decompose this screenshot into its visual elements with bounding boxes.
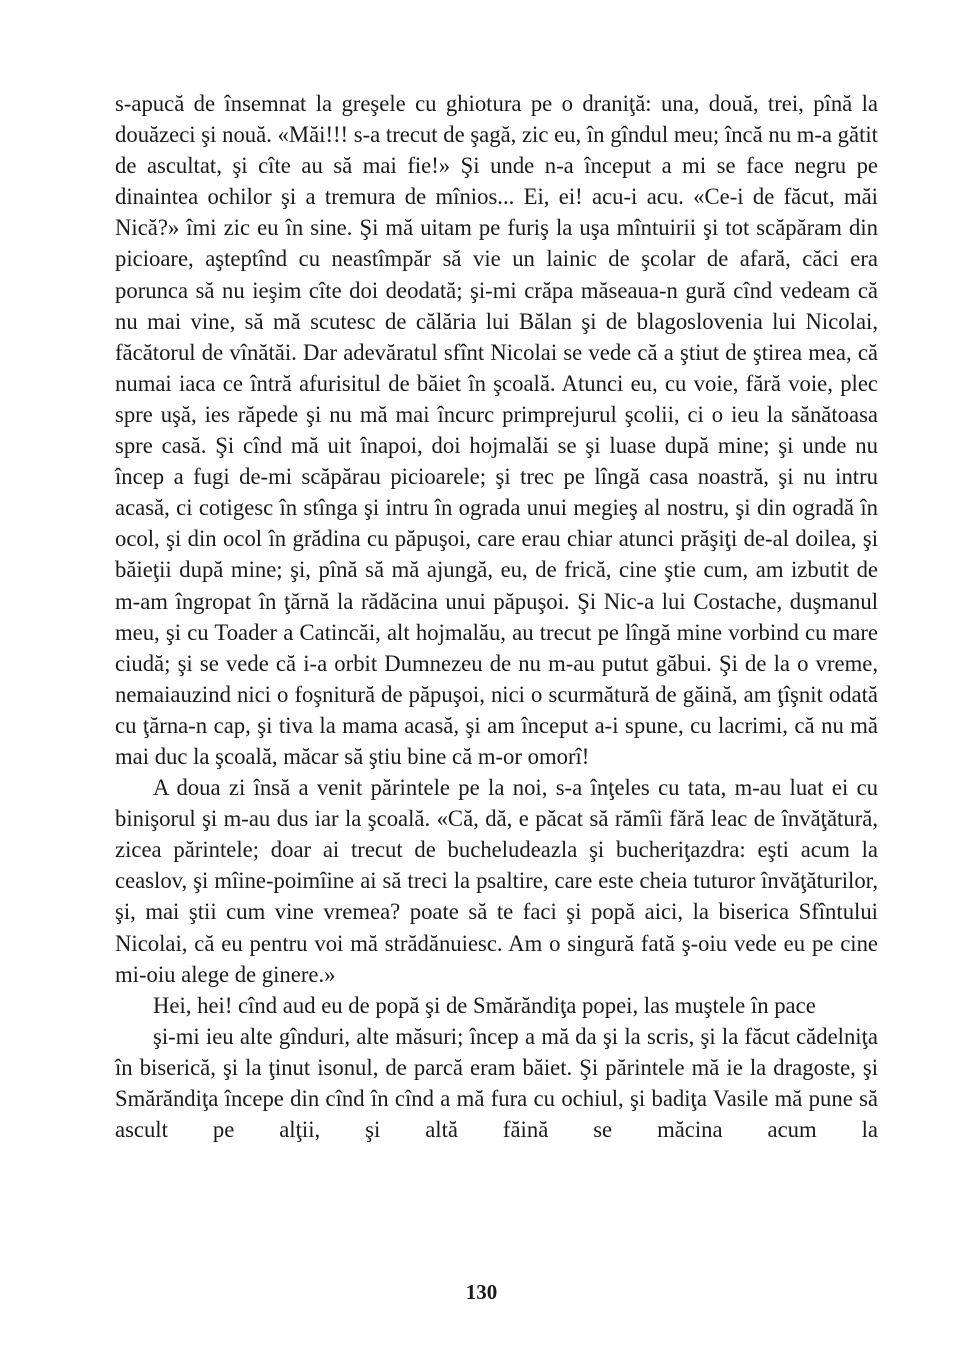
paragraph-2: A doua zi însă a venit părintele pe la noi, s-a înţeles cu tata, m-au luat ei cu binişorul şi m-au dus iar la şcoală. «Că, dă, e păcat să rămîi fără leac de învăţătură, zicea părintele; doar ai trecut de bucheludeazla şi bucheriţazdra: eşti acum la ceaslov, şi mîine-poimîine ai să treci la psaltire, care este cheia tuturor învăţăturilor, şi, mai ştii cum vine vremea? poate să te faci şi popă aici, la biserica Sfîntului Nicolai, că eu pentru voi mă strădănuiesc. Am o singură fată ş-oiu vede eu pe cine mi-oiu alege de ginere.» — [115, 775, 878, 987]
page-number: 130 — [465, 1280, 498, 1304]
paragraph-3: Hei, hei! cînd aud eu de popă şi de Smărăndiţa popei, las muştele în pace — [153, 992, 816, 1018]
paragraph-1: s-apucă de însemnat la greşele cu ghiotura pe o draniţă: una, două, trei, pînă la douăzeci şi nouă. «Măi!!! s-a trecut de şagă, zic eu, în gîndul meu; încă nu m-a gătit de ascultat, şi cîte au să mai fie!» Şi unde n-a început a mi se face negru pe dinaintea ochilor şi a tremura de mînios... Ei, ei! acu-i acu. «Ce-i de făcut, măi Nică?» îmi zic eu în sine. Şi mă uitam pe furiş la uşa mîntuirii şi tot scăpăram din picioare, aşteptînd cu neastîmpăr să vie un lainic de şcolar de afară, căci era porunca să nu ieşim cîte doi deodată; şi-mi crăpa măseaua-n gură cînd vedeam că nu mai vine, să mă scutesc de călăria lui Bălan şi de blagoslovenia lui Nicolai, făcătorul de vînătăi. Dar adevăratul sfînt Nicolai se vede că a ştiut de ştirea mea, că numai iaca ce întră afurisitul de băiet în şcoală. Atunci eu, cu voie, fără voie, plec spre uşă, ies răpede şi nu mă mai încurc primprejurul şcolii, ci o ieu la sănătoasa spre casă. Şi cînd mă uit înapoi, doi hojmalăi se şi luase după mine; şi unde nu încep a fugi de-mi scăpărau picioarele; şi trec pe lîngă casa noastră, şi nu intru acasă, ci cotigesc în stînga şi intru în ograda unui megieş al nostru, şi din ogradă în ocol, şi din ocol în grădina cu păpuşoi, care erau chiar atunci prăşiţi de-al doilea, şi băieţii după mine; şi, pînă să mă ajungă, eu, de frică, cine ştie cum, am izbutit de m-am îngropat în ţărnă la rădăcina unui păpuşoi. Şi Nic-a lui Costache, duşmanul meu, şi cu Toader a Catincăi, alt hojmalău, au trecut pe lîngă mine vorbind cu mare ciudă; şi se vede că i-a orbit Dumnezeu de nu m-au putut găbui. Şi de la o vreme, nemaiauzind nici o foşnitură de păpuşoi, nici o scurmătură de găină, am ţîşnit odată cu ţărna-n cap, şi tiva la mama acasă, şi am început a-i spune, cu lacrimi, că nu mă mai duc la şcoală, măcar să ştiu bine că m-or omorî! — [115, 91, 878, 769]
paragraph-4: şi-mi ieu alte gînduri, alte măsuri; încep a mă da şi la scris, şi la făcut cădelniţa în biserică, şi la ţinut isonul, de parcă eram băiet. Şi părintele mă ie la dragoste, şi Smărăndiţa începe din cînd în cînd a mă fura cu ochiul, şi badiţa Vasile mă pune să ascult pe alţii, şi altă făină se măcina acum la — [115, 1023, 878, 1143]
body-text — [115, 88, 878, 1145]
